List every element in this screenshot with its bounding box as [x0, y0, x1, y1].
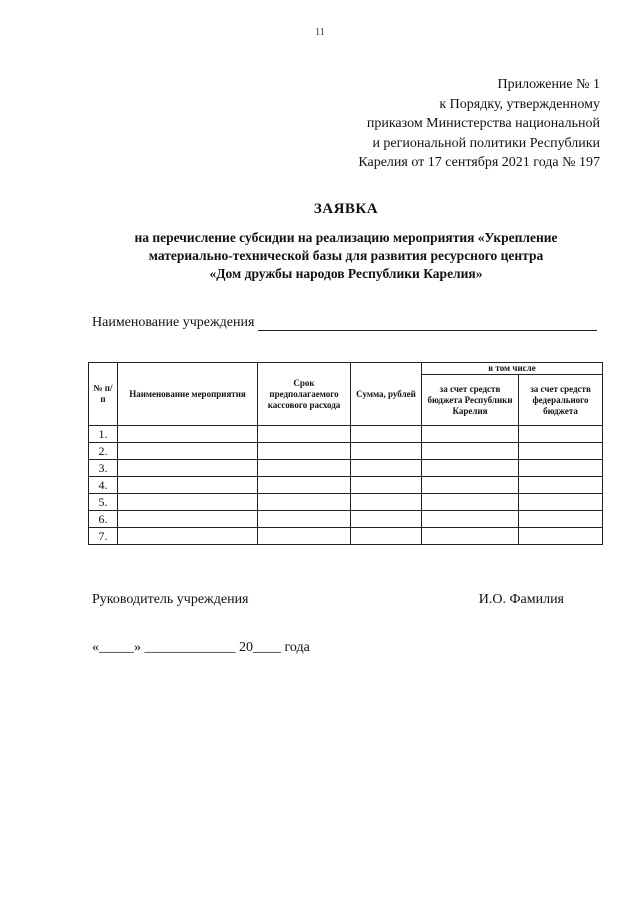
- cell-name[interactable]: [118, 443, 258, 460]
- header-sum: Сумма, рублей: [351, 363, 422, 426]
- subtitle-line: материально-технической базы для развития ресурсного центра: [148, 248, 544, 263]
- cell-regional[interactable]: [422, 460, 519, 477]
- cell-federal[interactable]: [519, 443, 603, 460]
- table-row: [89, 528, 603, 545]
- cell-sum[interactable]: [351, 460, 422, 477]
- header-name: Наименование мероприятия: [118, 363, 258, 426]
- cell-sum[interactable]: [351, 443, 422, 460]
- document-title: ЗАЯВКА: [313, 201, 379, 217]
- cell-federal[interactable]: [519, 460, 603, 477]
- cell-name[interactable]: [118, 477, 258, 494]
- cell-regional[interactable]: [422, 511, 519, 528]
- cell-deadline[interactable]: [258, 426, 351, 443]
- appendix-line: к Порядку, утвержденному: [439, 96, 600, 112]
- header-num: № п/п: [89, 363, 118, 426]
- row-number: 6.: [89, 511, 118, 528]
- row-number: 3.: [89, 460, 118, 477]
- cell-sum[interactable]: [351, 494, 422, 511]
- subtitle-line: «Дом дружбы народов Республики Карелия»: [209, 266, 483, 281]
- appendix-block: [358, 75, 600, 173]
- cell-regional[interactable]: [422, 426, 519, 443]
- appendix-line: Карелия от 17 сентября 2021 года № 197: [358, 155, 600, 170]
- row-number: 5.: [89, 494, 118, 511]
- institution-label: Наименование учреждения: [92, 315, 255, 330]
- signature-role: Руководитель учреждения: [92, 592, 249, 607]
- table-row: [89, 511, 603, 528]
- cell-deadline[interactable]: [258, 460, 351, 477]
- row-number: 7.: [89, 528, 118, 545]
- appendix-line: и региональной политики Республики: [372, 135, 600, 151]
- cell-name[interactable]: [118, 460, 258, 477]
- cell-deadline[interactable]: [258, 494, 351, 511]
- appendix-line: Приложение № 1: [497, 77, 600, 92]
- cell-name[interactable]: [118, 528, 258, 545]
- table-row: [89, 443, 603, 460]
- cell-sum[interactable]: [351, 511, 422, 528]
- cell-deadline[interactable]: [258, 477, 351, 494]
- cell-regional[interactable]: [422, 528, 519, 545]
- appendix-line: приказом Министерства национальной: [366, 116, 600, 131]
- cell-sum[interactable]: [351, 477, 422, 494]
- cell-name[interactable]: [118, 426, 258, 443]
- cell-deadline[interactable]: [258, 528, 351, 545]
- cell-name[interactable]: [118, 494, 258, 511]
- row-number: 1.: [89, 426, 118, 443]
- table-row: [89, 426, 603, 443]
- institution-blank-line[interactable]: [258, 314, 597, 331]
- document-subtitle: [80, 229, 612, 283]
- header-regional-budget: за счет средств бюджета Республики Карелия: [422, 375, 519, 426]
- cell-federal[interactable]: [519, 477, 603, 494]
- cell-federal[interactable]: [519, 426, 603, 443]
- cell-federal[interactable]: [519, 494, 603, 511]
- cell-sum[interactable]: [351, 426, 422, 443]
- table-row: [89, 460, 603, 477]
- table-row: [89, 494, 603, 511]
- cell-federal[interactable]: [519, 528, 603, 545]
- header-deadline: Срок предполагаемого кассового расхода: [258, 363, 351, 426]
- date-line: «_____» _____________ 20____ года: [92, 640, 310, 655]
- signature-name: И.О. Фамилия: [478, 592, 564, 607]
- institution-field: [92, 314, 597, 331]
- cell-deadline[interactable]: [258, 511, 351, 528]
- request-table: [88, 362, 603, 545]
- row-number: 4.: [89, 477, 118, 494]
- subtitle-line: на перечисление субсидии на реализацию мероприятия «Укрепление: [134, 230, 558, 245]
- cell-deadline[interactable]: [258, 443, 351, 460]
- table-header-row: [89, 363, 603, 375]
- header-including: в том числе: [422, 363, 603, 375]
- page-number: 11: [315, 27, 325, 38]
- signature-block: [92, 592, 564, 608]
- cell-name[interactable]: [118, 511, 258, 528]
- cell-sum[interactable]: [351, 528, 422, 545]
- cell-regional[interactable]: [422, 477, 519, 494]
- row-number: 2.: [89, 443, 118, 460]
- cell-regional[interactable]: [422, 494, 519, 511]
- cell-federal[interactable]: [519, 511, 603, 528]
- table-row: [89, 477, 603, 494]
- cell-regional[interactable]: [422, 443, 519, 460]
- header-federal-budget: за счет средств федерального бюджета: [519, 375, 603, 426]
